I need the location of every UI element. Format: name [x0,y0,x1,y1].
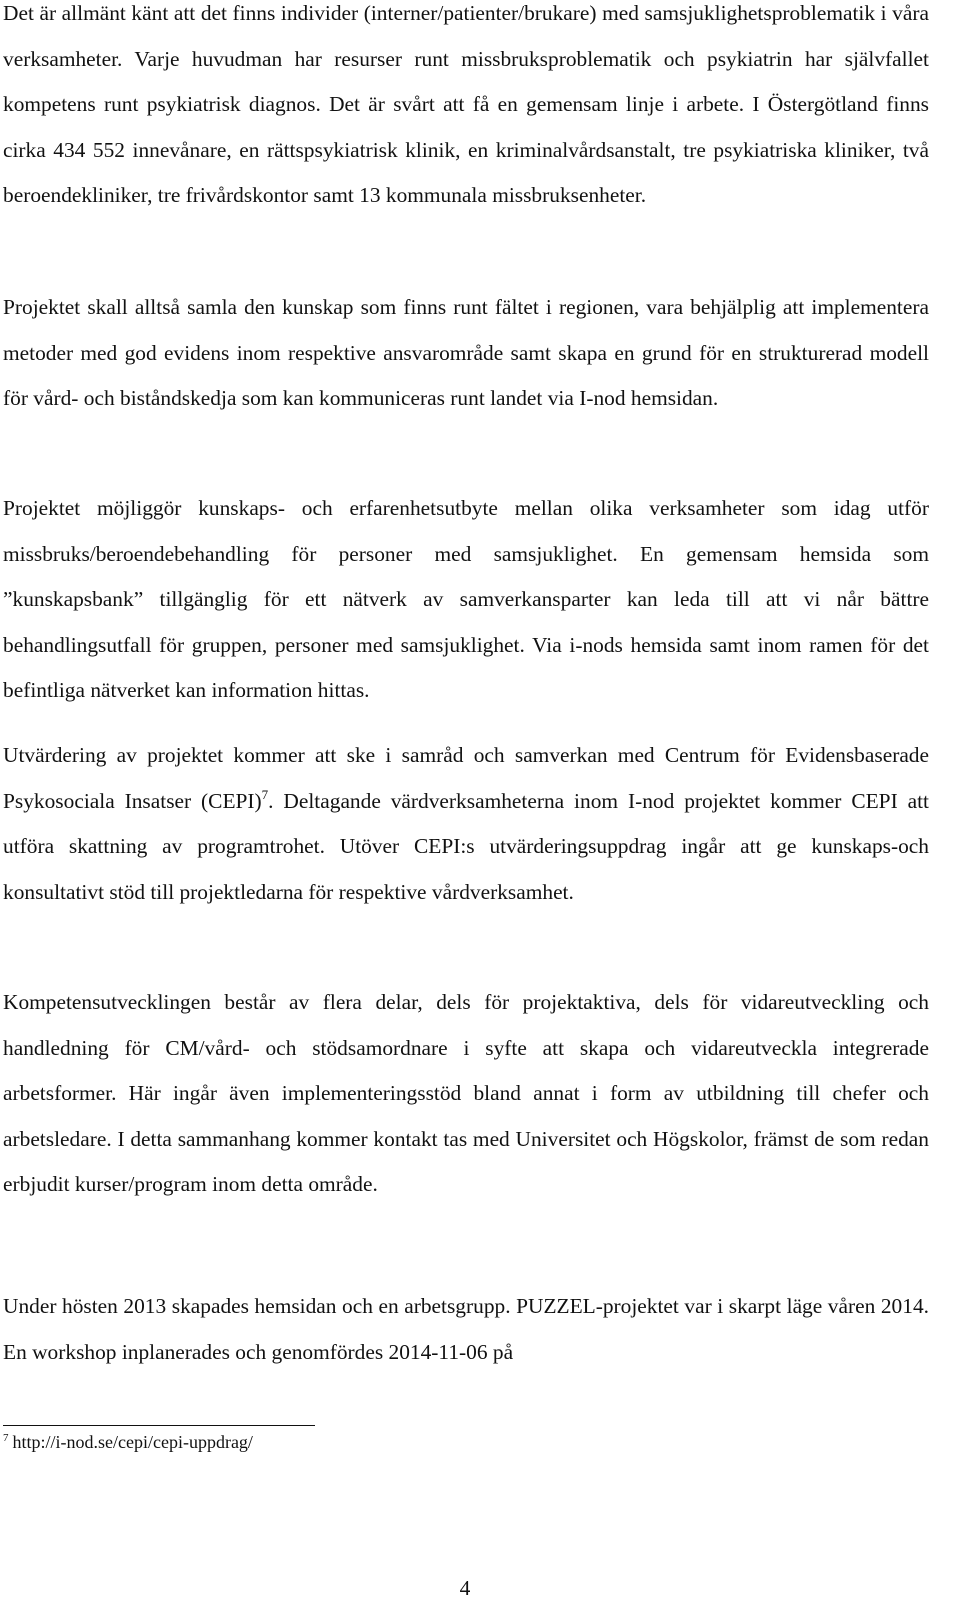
footnote [3,1431,253,1453]
paragraph-kunskapsutbyte: Projektet möjliggör kunskaps- och erfarenhetsutbyte mellan olika verksamheter som idag utför missbruks/beroendebehandling för personer med samsjuklighet. En gemensam hemsida som ”kunskapsbank” tillgänglig för ett nätverk av samverkansparter kan leda till att vi når bättre behandlingsutfall för gruppen, personer med samsjuklighet. Via i-nods hemsida samt inom ramen för det befintliga nätverket kan information hittas. [3,496,929,703]
page-number: 4 [459,1576,471,1600]
paragraph-samsjuklighet: Det är allmänt känt att det finns individer (interner/patienter/brukare) med samsjuklighetsproblematik i våra verksamheter. Varje huvudman har resurser runt missbruksproblematik och psykiatrin har självfallet kompetens runt psykiatrisk diagnos. Det är svårt att få en gemensam linje i arbete. I Östergötland finns cirka 434 552 innevånare, en rättspsykiatrisk klinik, en kriminalvårdsanstalt, tre psykiatriska kliniker, två beroendekliniker, tre frivårdskontor samt 13 kommunala missbruksenheter. [3,1,929,208]
paragraph-utvardering [3,733,929,915]
paragraph-hosten-2013: Under hösten 2013 skapades hemsidan och en arbetsgrupp. PUZZEL-projektet var i skarpt läge våren 2014. En workshop inplanerades och genomfördes 2014-11-06 på [3,1294,929,1364]
evaluation-text-after: . Deltagande värdverksamheterna inom I-nod projektet kommer CEPI att utföra skattning av programtrohet. Utöver CEPI:s utvärderingsuppdrag ingår att ge kunskaps-och konsultativt stöd till projektledarna för respektive vårdverksamhet. [3,788,929,904]
paragraph-projektet-samla: Projektet skall alltså samla den kunskap som finns runt fältet i regionen, vara behjälplig att implementera metoder med god evidens inom respektive ansvarområde samt skapa en grund för en strukturerad modell för vård- och biståndskedja som kan kommuniceras runt landet via I-nod hemsidan. [3,295,929,411]
evaluation-text-before: Utvärdering av projektet kommer att ske i samråd och samverkan med Centrum för Evidensbaserade Psykosociala Insatser (CEPI) [3,743,929,813]
footnote-number: 7 [3,1432,9,1444]
footnote-link[interactable]: http://i-nod.se/cepi/cepi-uppdrag/ [12,1432,253,1452]
footnote-divider [3,1425,315,1426]
footnote-reference[interactable]: 7 [261,786,269,802]
paragraph-kompetensutveckling: Kompetensutvecklingen består av flera delar, dels för projektaktiva, dels för vidareutveckling och handledning för CM/vård- och stödsamordnare i syfte att skapa och vidareutveckla integrerade arbetsformer. Här ingår även implementeringsstöd bland annat i form av utbildning till chefer och arbetsledare. I detta sammanhang kommer kontakt tas med Universitet och Högskolor, främst de som redan erbjudit kurser/program inom detta område. [3,990,929,1197]
